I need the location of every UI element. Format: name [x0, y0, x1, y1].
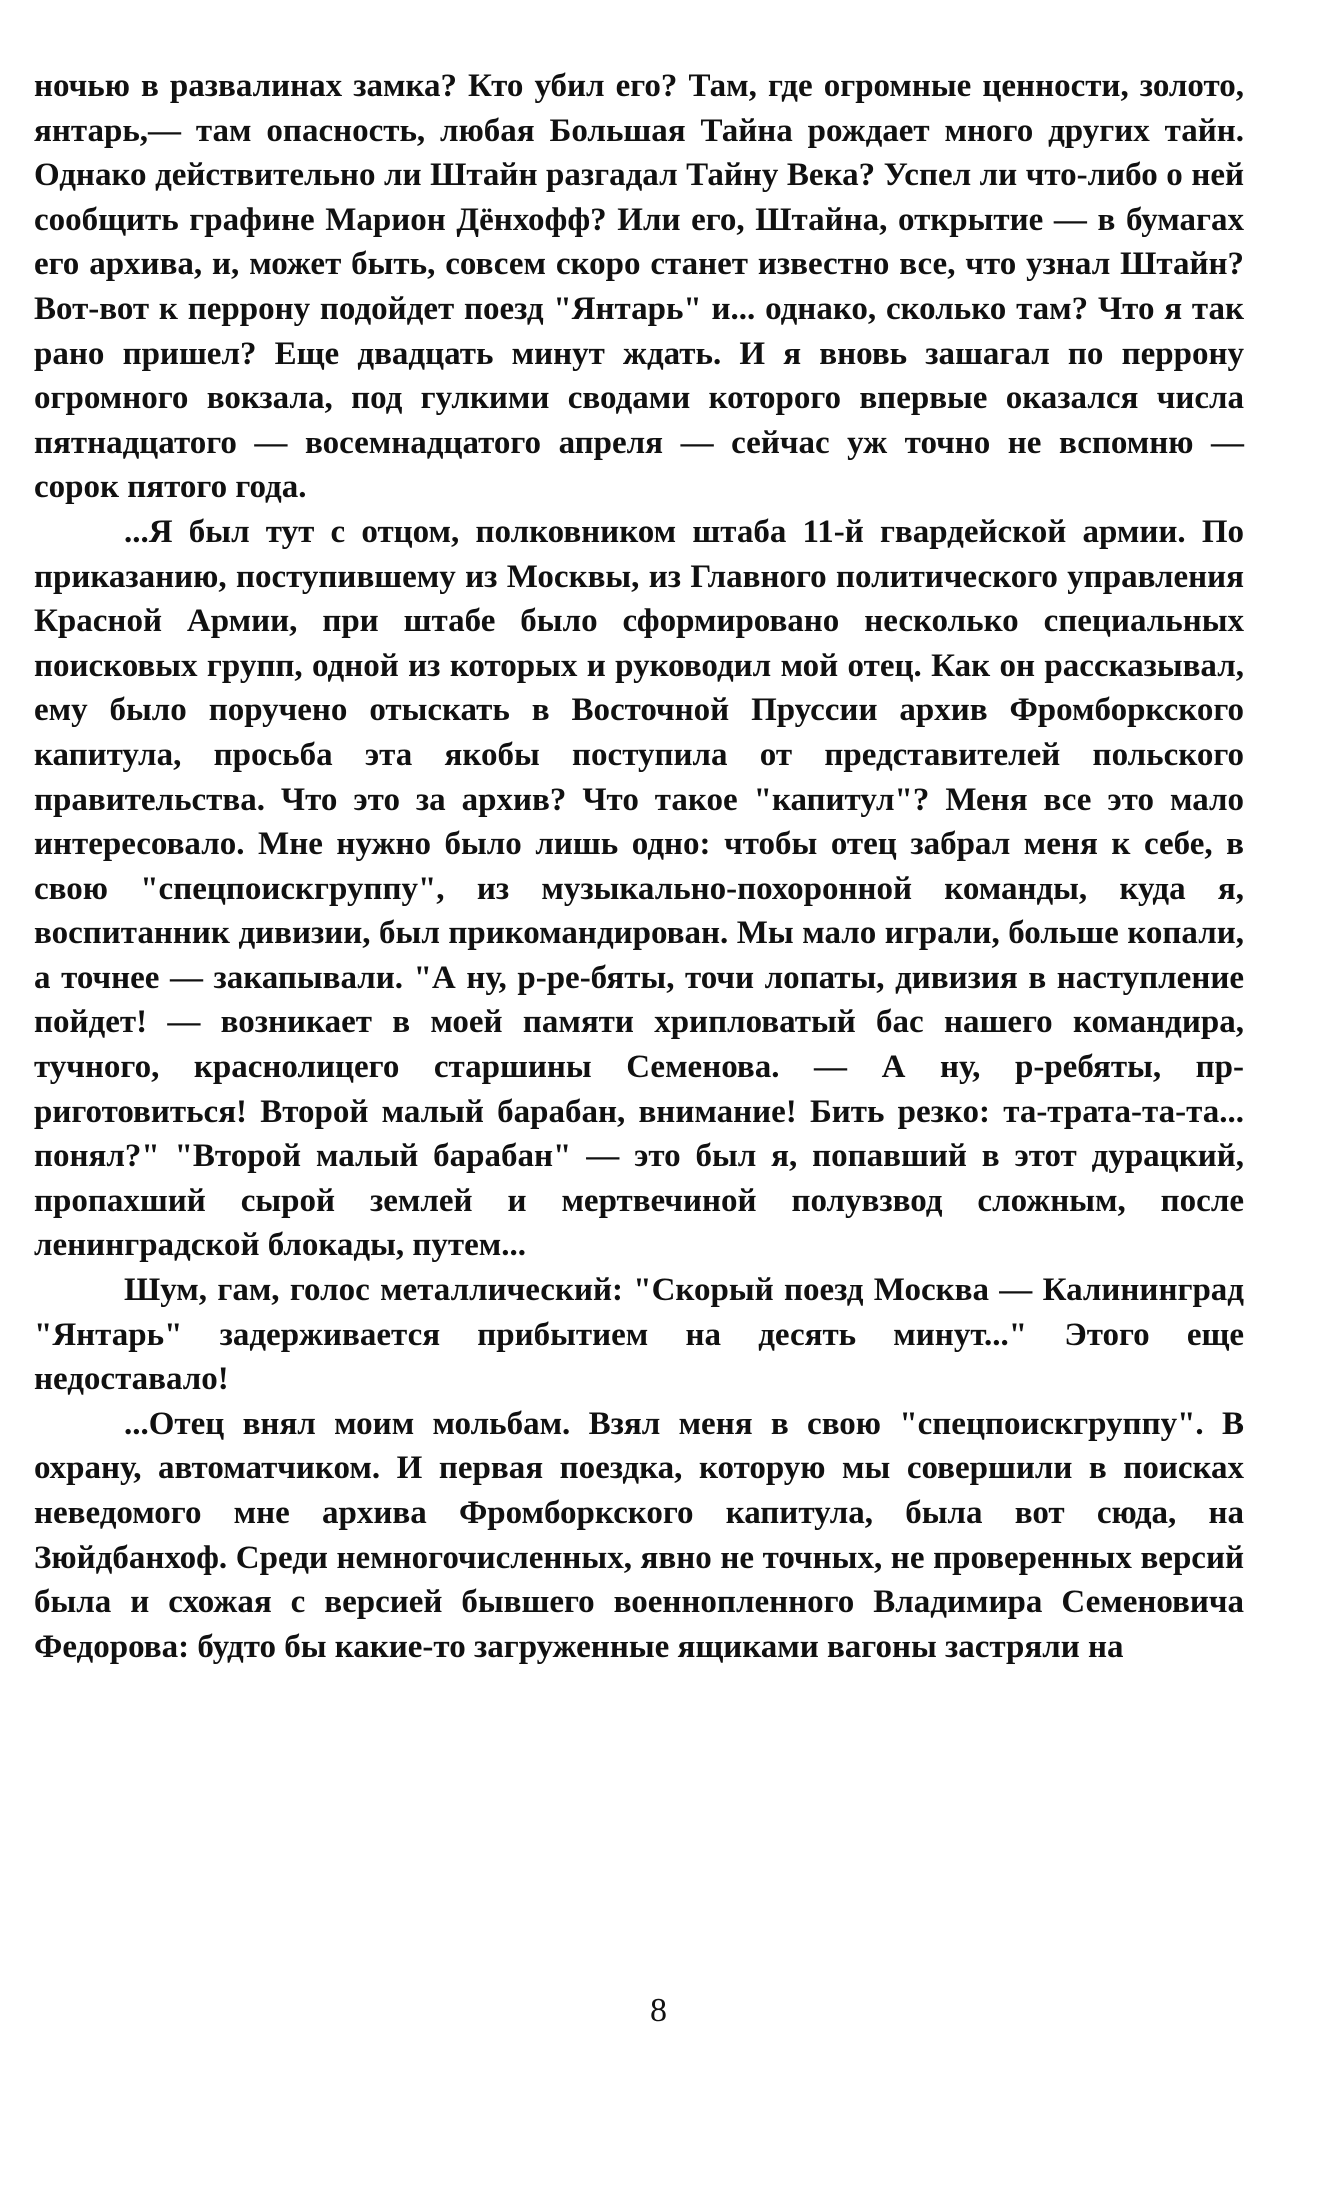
page-number: 8 [650, 1992, 667, 2029]
paragraph-4: ...Отец внял моим мольбам. Взял меня в свою "спецпоискгруппу". В охрану, автоматчиком. И первая поездка, которую мы совершили в поисках неведомого мне архива Фромборкского капитула, была вот сюда, на Зюйдбанхоф. Среди немногочисленных, явно не точных, не проверенных версий была и схожая с версией бывшего военнопленного Владимира Семеновича Федорова: будто бы какие-то загруженные ящиками вагоны застряли на [34, 1405, 1244, 1665]
paragraph-2: ...Я был тут с отцом, полковником штаба 11-й гвардейской армии. По приказанию, поступившему из Москвы, из Главного политического управления Красной Армии, при штабе было сформировано несколько специальных поисковых групп, одной из которых и руководил мой отец. Как он рассказывал, ему было поручено отыскать в Восточной Пруссии архив Фромборкского капитула, просьба эта якобы поступила от представителей польского правительства. Что это за архив? Что такое "капитул"? Меня все это мало интересовало. Мне нужно было лишь одно: чтобы отец забрал меня к себе, в свою "спецпоискгруппу", из музыкально-похоронной команды, куда я, воспитанник дивизии, был прикомандирован. Мы мало играли, больше копали, а точнее — закапывали. "А ну, р-ре-бяты, точи лопаты, дивизия в наступление пойдет! — возникает в моей памяти хрипловатый бас нашего командира, тучного, краснолицего старшины Семенова. — А ну, р-ребяты, пр-риготовиться! Второй малый барабан, внимание! Бить резко: та-трата-та-та... понял?" "Второй малый барабан" — это был я, попавший в этот дурацкий, пропахший сырой землей и мертвечиной полувзвод сложным, после ленинградской блокады, путем... [34, 513, 1244, 1264]
paragraph-1: ночью в развалинах замка? Кто убил его? Там, где огромные ценности, золото, янтарь,— там опасность, любая Большая Тайна рождает много других тайн. Однако действительно ли Штайн разгадал Тайну Века? Успел ли что-либо о ней сообщить графине Марион Дёнхофф? Или его, Штайна, открытие — в бумагах его архива, и, может быть, совсем скоро станет известно все, что узнал Штайн? Вот-вот к перрону подойдет поезд "Янтарь" и... однако, сколько там? Что я так рано пришел? Еще двадцать минут ждать. И я вновь зашагал по перрону огромного вокзала, под гулкими сводами которого впервые оказался числа пятнадцатого — восемнадцатого апреля — сейчас уж точно не вспомню — сорок пятого года. [34, 68, 1244, 506]
paragraph-3: Шум, гам, голос металлический: "Скорый поезд Москва — Калининград "Янтарь" задерживается прибытием на десять минут..." Этого еще недоставало! [34, 1272, 1244, 1398]
page-body [34, 64, 1244, 1669]
